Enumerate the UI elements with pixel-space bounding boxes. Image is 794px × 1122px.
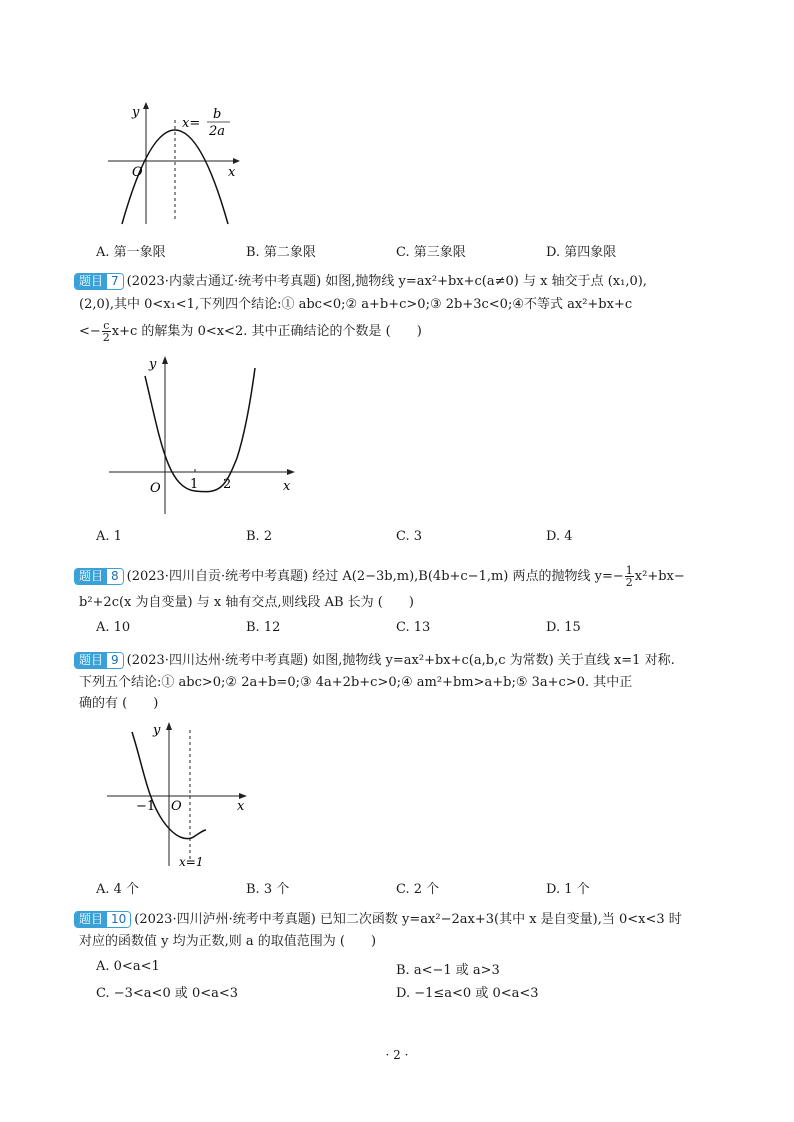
q9-option-d[interactable]: D. 1 个 — [546, 882, 590, 897]
q7-line1 — [74, 273, 647, 291]
q8-option-a[interactable]: A. 10 — [96, 620, 131, 635]
q7-text-line3-pre: <− — [79, 324, 101, 339]
q9-badge: 题目 9 — [74, 652, 124, 669]
q10-option-d[interactable]: D. −1≤a<0 或 0<a<3 — [396, 986, 539, 1001]
q9-option-c[interactable]: C. 2 个 — [396, 882, 440, 897]
q9-neg1-label: −1 — [136, 799, 156, 814]
q8-option-b[interactable]: B. 12 — [246, 620, 281, 635]
q8-badge: 题目 8 — [74, 568, 124, 585]
q8-line1 — [74, 565, 685, 588]
q9-y-label: y — [153, 723, 161, 738]
q9-line1 — [74, 652, 675, 670]
q7-option-c[interactable]: C. 3 — [396, 529, 423, 544]
q7-text-line1: (2023·内蒙古通辽·统考中考真题) 如图,抛物线 y=ax²+bx+c(a≠0) 与 x 轴交于点 (x₁,0), — [126, 274, 647, 289]
q9-text-line2: 下列五个结论:① abc>0;② 2a+b=0;③ 4a+2b+c>0;④ am²+bm>a+b;⑤ 3a+c>0. 其中正 — [79, 675, 633, 690]
q10-text-line1: (2023·四川泸州·统考中考真题) 已知二次函数 y=ax²−2ax+3(其中 x 是自变量),当 0<x<3 时 — [134, 912, 682, 927]
q7-text-line3-post: x+c 的解集为 0<x<2. 其中正确结论的个数是 ( ) — [111, 324, 422, 339]
q9-text-line3: 确的有 ( ) — [79, 696, 159, 711]
q7-x-label: x — [283, 479, 291, 494]
q6-option-b[interactable]: B. 第二象限 — [246, 245, 316, 260]
q8-text-line2: b²+2c(x 为自变量) 与 x 轴有交点,则线段 AB 长为 ( ) — [79, 595, 414, 610]
q6-y-label: y — [132, 105, 140, 120]
q7-fraction — [102, 320, 111, 343]
q10-badge: 题目 10 — [74, 911, 131, 928]
q7-frac-den: 2 — [102, 331, 110, 344]
q8-frac-den: 2 — [625, 576, 633, 589]
q7-y-label: y — [149, 357, 157, 372]
q10-option-a[interactable]: A. 0<a<1 — [96, 959, 160, 974]
q8-text-line1-post: x²+bx− — [634, 569, 685, 584]
q10-option-c[interactable]: C. −3<a<0 或 0<a<3 — [96, 986, 239, 1001]
q7-option-b[interactable]: B. 2 — [246, 529, 273, 544]
q6-frac-den: 2a — [209, 124, 226, 139]
q9-x-label: x — [237, 799, 245, 814]
q8-frac-num: 1 — [625, 564, 633, 577]
q6-origin-label: O — [132, 165, 143, 180]
q7-graph — [105, 348, 305, 516]
q7-tick-2-label: 2 — [223, 477, 232, 492]
q6-option-d[interactable]: D. 第四象限 — [546, 245, 617, 260]
q10-option-b[interactable]: B. a<−1 或 a>3 — [396, 963, 500, 978]
q8-option-d[interactable]: D. 15 — [546, 620, 581, 635]
q9-option-a[interactable]: A. 4 个 — [96, 882, 140, 897]
q7-option-d[interactable]: D. 4 — [546, 529, 573, 544]
q6-option-c[interactable]: C. 第三象限 — [396, 245, 466, 260]
q6-x-label: x — [228, 165, 236, 180]
q9-option-b[interactable]: B. 3 个 — [246, 882, 290, 897]
q8-option-c[interactable]: C. 13 — [396, 620, 431, 635]
q7-origin-label: O — [150, 481, 161, 496]
q9-graph — [103, 716, 253, 868]
page-number: · 2 · — [385, 1048, 409, 1062]
q6-frac-num: b — [213, 107, 222, 122]
q9-axis-label: x=1 — [179, 855, 204, 868]
q10-text-line2: 对应的函数值 y 均为正数,则 a 的取值范围为 ( ) — [79, 934, 377, 949]
q6-axis-eq-label: x= — [182, 116, 201, 131]
q7-tick-1-label: 1 — [190, 477, 199, 492]
q9-text-line1: (2023·四川达州·统考中考真题) 如图,抛物线 y=ax²+bx+c(a,b,c 为常数) 关于直线 x=1 对称. — [126, 653, 675, 668]
q7-line3 — [79, 320, 422, 343]
q7-text-line2: (2,0),其中 0<x₁<1,下列四个结论:① abc<0;② a+b+c>0;③ 2b+3c<0;④不等式 ax²+bx+c — [79, 297, 633, 312]
q10-line1 — [74, 911, 682, 929]
q8-text-line1-pre: (2023·四川自贡·统考中考真题) 经过 A(2−3b,m),B(4b+c−1,m) 两点的抛物线 y=− — [126, 569, 624, 584]
q8-fraction — [625, 565, 634, 588]
q6-graph — [100, 98, 250, 228]
q7-frac-num: c — [103, 319, 110, 332]
q7-badge: 题目 7 — [74, 273, 124, 290]
q7-option-a[interactable]: A. 1 — [96, 529, 122, 544]
q9-origin-label: O — [171, 799, 182, 814]
q6-option-a[interactable]: A. 第一象限 — [96, 245, 166, 260]
